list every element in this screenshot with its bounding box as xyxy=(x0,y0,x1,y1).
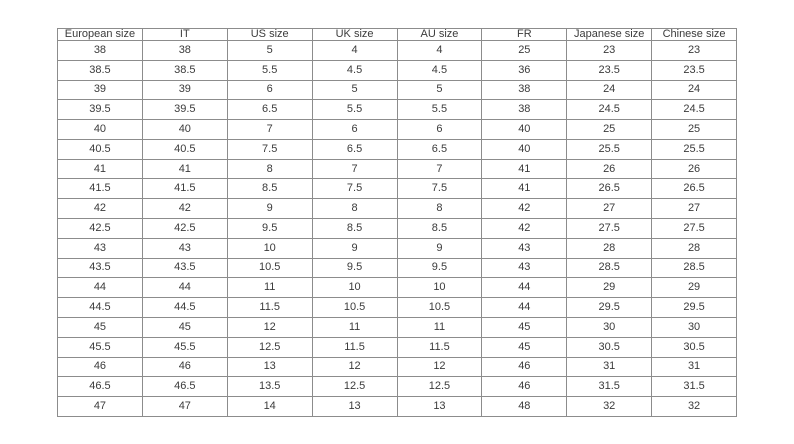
table-cell: 4.5 xyxy=(312,60,397,80)
table-cell: 12.5 xyxy=(312,377,397,397)
table-cell: 5 xyxy=(227,41,312,61)
table-cell: 7 xyxy=(312,159,397,179)
table-cell: 44 xyxy=(142,278,227,298)
table-cell: 5.5 xyxy=(227,60,312,80)
table-cell: 30.5 xyxy=(567,337,652,357)
table-cell: 11.5 xyxy=(312,337,397,357)
table-cell: 11.5 xyxy=(227,298,312,318)
table-cell: 24.5 xyxy=(567,100,652,120)
table-cell: 38.5 xyxy=(58,60,143,80)
table-cell: 7.5 xyxy=(312,179,397,199)
table-cell: 11 xyxy=(397,317,482,337)
table-cell: 29.5 xyxy=(652,298,737,318)
table-cell: 14 xyxy=(227,397,312,417)
table-cell: 9 xyxy=(312,238,397,258)
table-row xyxy=(58,278,737,298)
table-cell: 7 xyxy=(397,159,482,179)
table-cell: 28.5 xyxy=(567,258,652,278)
table-cell: 9.5 xyxy=(227,219,312,239)
table-cell: 4 xyxy=(312,41,397,61)
table-row xyxy=(58,258,737,278)
column-header: Chinese size xyxy=(652,29,737,41)
table-cell: 24 xyxy=(567,80,652,100)
table-cell: 38.5 xyxy=(142,60,227,80)
table-cell: 30 xyxy=(652,317,737,337)
table-cell: 31 xyxy=(652,357,737,377)
size-table-head xyxy=(58,29,737,41)
table-row xyxy=(58,60,737,80)
table-row xyxy=(58,199,737,219)
column-header: AU size xyxy=(397,29,482,41)
table-cell: 25 xyxy=(652,120,737,140)
table-cell: 26 xyxy=(652,159,737,179)
table-row xyxy=(58,41,737,61)
table-cell: 9.5 xyxy=(397,258,482,278)
table-cell: 13 xyxy=(312,397,397,417)
table-cell: 44.5 xyxy=(58,298,143,318)
table-cell: 7.5 xyxy=(227,139,312,159)
table-cell: 11 xyxy=(312,317,397,337)
table-cell: 40 xyxy=(482,120,567,140)
table-cell: 25.5 xyxy=(652,139,737,159)
table-cell: 44 xyxy=(58,278,143,298)
table-cell: 26.5 xyxy=(652,179,737,199)
table-cell: 26 xyxy=(567,159,652,179)
table-cell: 10.5 xyxy=(312,298,397,318)
table-cell: 45.5 xyxy=(142,337,227,357)
table-cell: 11.5 xyxy=(397,337,482,357)
table-cell: 38 xyxy=(482,100,567,120)
table-cell: 28.5 xyxy=(652,258,737,278)
table-cell: 23 xyxy=(567,41,652,61)
table-cell: 46.5 xyxy=(142,377,227,397)
table-cell: 6 xyxy=(397,120,482,140)
table-cell: 46 xyxy=(482,357,567,377)
table-cell: 8 xyxy=(312,199,397,219)
column-header: US size xyxy=(227,29,312,41)
table-cell: 43.5 xyxy=(142,258,227,278)
table-row xyxy=(58,179,737,199)
table-cell: 45 xyxy=(58,317,143,337)
table-cell: 31.5 xyxy=(567,377,652,397)
table-cell: 8.5 xyxy=(397,219,482,239)
table-cell: 27.5 xyxy=(567,219,652,239)
table-cell: 41 xyxy=(58,159,143,179)
table-cell: 7 xyxy=(227,120,312,140)
table-cell: 25 xyxy=(567,120,652,140)
table-cell: 9 xyxy=(227,199,312,219)
table-row xyxy=(58,80,737,100)
table-cell: 5.5 xyxy=(397,100,482,120)
table-cell: 28 xyxy=(652,238,737,258)
table-cell: 46.5 xyxy=(58,377,143,397)
table-cell: 27 xyxy=(567,199,652,219)
table-row xyxy=(58,357,737,377)
table-cell: 45.5 xyxy=(58,337,143,357)
table-row xyxy=(58,317,737,337)
table-row xyxy=(58,139,737,159)
table-cell: 43 xyxy=(142,238,227,258)
table-cell: 31 xyxy=(567,357,652,377)
table-cell: 24.5 xyxy=(652,100,737,120)
table-cell: 27 xyxy=(652,199,737,219)
table-cell: 47 xyxy=(58,397,143,417)
table-cell: 42.5 xyxy=(142,219,227,239)
table-cell: 45 xyxy=(482,317,567,337)
table-cell: 42 xyxy=(58,199,143,219)
table-cell: 32 xyxy=(652,397,737,417)
table-cell: 6 xyxy=(312,120,397,140)
table-cell: 47 xyxy=(142,397,227,417)
table-cell: 25.5 xyxy=(567,139,652,159)
table-row xyxy=(58,238,737,258)
table-cell: 26.5 xyxy=(567,179,652,199)
table-cell: 29 xyxy=(652,278,737,298)
table-cell: 12 xyxy=(397,357,482,377)
table-cell: 4 xyxy=(397,41,482,61)
table-cell: 28 xyxy=(567,238,652,258)
table-cell: 43 xyxy=(58,238,143,258)
table-cell: 41.5 xyxy=(58,179,143,199)
table-row xyxy=(58,377,737,397)
table-cell: 10.5 xyxy=(397,298,482,318)
table-row xyxy=(58,337,737,357)
table-row xyxy=(58,397,737,417)
table-cell: 46 xyxy=(142,357,227,377)
table-row xyxy=(58,298,737,318)
table-cell: 29 xyxy=(567,278,652,298)
table-cell: 40 xyxy=(142,120,227,140)
table-cell: 39.5 xyxy=(58,100,143,120)
table-cell: 42 xyxy=(142,199,227,219)
table-cell: 10.5 xyxy=(227,258,312,278)
table-cell: 23.5 xyxy=(652,60,737,80)
table-cell: 10 xyxy=(227,238,312,258)
table-cell: 12 xyxy=(227,317,312,337)
table-cell: 42 xyxy=(482,199,567,219)
table-cell: 43 xyxy=(482,258,567,278)
table-cell: 39 xyxy=(58,80,143,100)
table-cell: 30.5 xyxy=(652,337,737,357)
table-cell: 25 xyxy=(482,41,567,61)
table-cell: 41.5 xyxy=(142,179,227,199)
table-cell: 27.5 xyxy=(652,219,737,239)
column-header: UK size xyxy=(312,29,397,41)
table-cell: 38 xyxy=(142,41,227,61)
table-cell: 41 xyxy=(482,159,567,179)
table-cell: 23 xyxy=(652,41,737,61)
table-cell: 6.5 xyxy=(397,139,482,159)
table-cell: 43.5 xyxy=(58,258,143,278)
size-table-head-row xyxy=(58,29,737,41)
table-cell: 4.5 xyxy=(397,60,482,80)
table-cell: 13.5 xyxy=(227,377,312,397)
table-cell: 38 xyxy=(58,41,143,61)
table-cell: 5 xyxy=(397,80,482,100)
table-cell: 29.5 xyxy=(567,298,652,318)
table-cell: 24 xyxy=(652,80,737,100)
column-header: IT xyxy=(142,29,227,41)
table-row xyxy=(58,219,737,239)
table-cell: 5 xyxy=(312,80,397,100)
table-row xyxy=(58,159,737,179)
table-cell: 5.5 xyxy=(312,100,397,120)
table-cell: 13 xyxy=(227,357,312,377)
column-header: FR xyxy=(482,29,567,41)
table-cell: 40 xyxy=(482,139,567,159)
table-cell: 30 xyxy=(567,317,652,337)
table-row xyxy=(58,100,737,120)
table-cell: 44 xyxy=(482,278,567,298)
table-cell: 38 xyxy=(482,80,567,100)
table-cell: 44.5 xyxy=(142,298,227,318)
table-cell: 12.5 xyxy=(227,337,312,357)
column-header: Japanese size xyxy=(567,29,652,41)
table-cell: 23.5 xyxy=(567,60,652,80)
table-cell: 44 xyxy=(482,298,567,318)
table-cell: 9 xyxy=(397,238,482,258)
table-row xyxy=(58,120,737,140)
table-cell: 41 xyxy=(142,159,227,179)
table-cell: 40.5 xyxy=(58,139,143,159)
column-header: European size xyxy=(58,29,143,41)
table-cell: 12.5 xyxy=(397,377,482,397)
table-cell: 42.5 xyxy=(58,219,143,239)
table-cell: 39.5 xyxy=(142,100,227,120)
table-cell: 39 xyxy=(142,80,227,100)
table-cell: 43 xyxy=(482,238,567,258)
table-cell: 12 xyxy=(312,357,397,377)
size-table xyxy=(57,28,737,417)
table-cell: 46 xyxy=(482,377,567,397)
table-cell: 46 xyxy=(58,357,143,377)
table-cell: 6.5 xyxy=(312,139,397,159)
table-cell: 7.5 xyxy=(397,179,482,199)
table-cell: 48 xyxy=(482,397,567,417)
size-table-body xyxy=(58,41,737,417)
table-cell: 8.5 xyxy=(227,179,312,199)
table-cell: 32 xyxy=(567,397,652,417)
table-cell: 13 xyxy=(397,397,482,417)
table-cell: 31.5 xyxy=(652,377,737,397)
table-cell: 9.5 xyxy=(312,258,397,278)
table-cell: 8.5 xyxy=(312,219,397,239)
table-cell: 36 xyxy=(482,60,567,80)
table-cell: 45 xyxy=(142,317,227,337)
table-cell: 40 xyxy=(58,120,143,140)
table-cell: 8 xyxy=(397,199,482,219)
table-cell: 42 xyxy=(482,219,567,239)
table-cell: 6 xyxy=(227,80,312,100)
table-cell: 45 xyxy=(482,337,567,357)
table-cell: 6.5 xyxy=(227,100,312,120)
table-cell: 10 xyxy=(312,278,397,298)
size-conversion-table-container xyxy=(57,28,737,417)
table-cell: 8 xyxy=(227,159,312,179)
table-cell: 40.5 xyxy=(142,139,227,159)
table-cell: 10 xyxy=(397,278,482,298)
table-cell: 41 xyxy=(482,179,567,199)
table-cell: 11 xyxy=(227,278,312,298)
